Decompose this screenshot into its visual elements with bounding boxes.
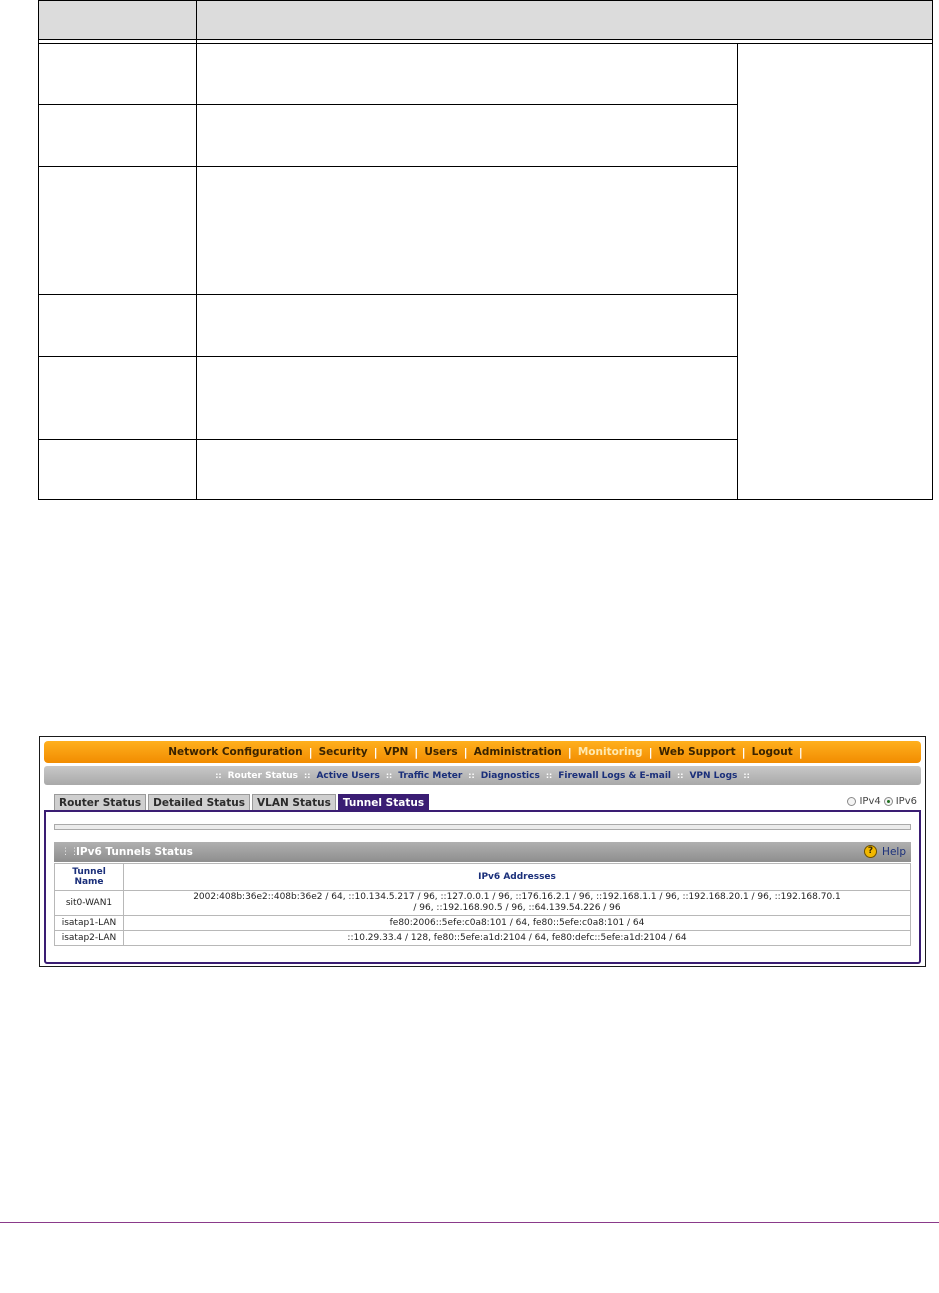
section-header: [54, 842, 911, 862]
status-tabs: [54, 794, 429, 811]
tunnel-name-cell: isatap1-LAN: [55, 916, 124, 931]
table-row: [55, 891, 911, 916]
column-header-tunnel-name: Tunnel Name: [55, 864, 124, 891]
help-link[interactable]: Help: [882, 846, 906, 858]
tab-vlan-status[interactable]: VLAN Status: [252, 794, 336, 810]
ipv6-addresses-cell: [124, 891, 911, 916]
ip-version-selector: [847, 796, 917, 807]
nav-item-users[interactable]: Users: [424, 746, 458, 758]
nav-separator: |: [648, 745, 653, 759]
tab-detailed-status[interactable]: Detailed Status: [148, 794, 250, 810]
nav-separator: |: [414, 745, 419, 759]
row-divider: [39, 166, 737, 167]
table-row: [55, 931, 911, 946]
nav-item-logout[interactable]: Logout: [751, 746, 793, 758]
footer-rule: [0, 1222, 939, 1223]
subnav-item-traffic-meter[interactable]: Traffic Meter: [398, 770, 463, 781]
column-divider: [737, 43, 738, 499]
nav-item-administration[interactable]: Administration: [473, 746, 562, 758]
status-progress-bar: [54, 824, 911, 830]
nav-separator: |: [308, 745, 313, 759]
row-divider: [39, 356, 737, 357]
subnav-separator: ::: [468, 771, 475, 780]
subnav-item-router-status[interactable]: Router Status: [227, 770, 299, 781]
nav-item-security[interactable]: Security: [318, 746, 368, 758]
ipv6-radio[interactable]: [884, 797, 893, 806]
subnav-separator: ::: [304, 771, 311, 780]
row-divider: [39, 294, 737, 295]
table-row: [55, 916, 911, 931]
address-line: 2002:408b:36e2::408b:36e2 / 64, ::10.134.5.217 / 96, ::127.0.0.1 / 96, ::176.16.2.1 / 96, ::192.168.1.1 / 96, ::192.168.20.1 / 96, ::192.168.70.1: [193, 892, 841, 902]
router-ui-screenshot: [39, 736, 926, 967]
subnav-separator: ::: [215, 771, 222, 780]
ipv6-addresses-cell: fe80:2006::5efe:c0a8:101 / 64, fe80::5efe:c0a8:101 / 64: [124, 916, 911, 931]
document-table: [38, 0, 933, 500]
subnav-item-firewall-logs-e-mail[interactable]: Firewall Logs & E-mail: [558, 770, 672, 781]
nav-separator: |: [798, 745, 803, 759]
sub-navigation: [44, 766, 921, 785]
nav-separator: |: [567, 745, 572, 759]
nav-separator: |: [373, 745, 378, 759]
top-navigation: [44, 741, 921, 763]
nav-item-monitoring[interactable]: Monitoring: [577, 746, 643, 758]
subnav-separator: ::: [385, 771, 393, 780]
document-table-header: [39, 1, 932, 40]
ipv4-radio[interactable]: [847, 797, 856, 806]
tunnels-table: [54, 863, 911, 946]
subnav-item-active-users[interactable]: Active Users: [316, 770, 380, 781]
row-divider: [39, 104, 737, 105]
subnav-item-vpn-logs[interactable]: VPN Logs: [689, 770, 738, 781]
tab-content-panel: [44, 810, 921, 964]
subnav-separator: ::: [677, 771, 684, 780]
address-line: / 96, ::192.168.90.5 / 96, ::64.139.54.226 / 96: [413, 903, 621, 913]
nav-separator: |: [741, 745, 746, 759]
grip-icon: ⋮⋮: [61, 847, 79, 857]
ipv6-label: IPv6: [895, 796, 917, 807]
nav-separator: |: [463, 745, 468, 759]
nav-item-vpn[interactable]: VPN: [383, 746, 409, 758]
ipv4-label: IPv4: [859, 796, 881, 807]
tab-tunnel-status[interactable]: Tunnel Status: [338, 794, 429, 810]
tunnel-name-cell: isatap2-LAN: [55, 931, 124, 946]
ipv6-addresses-cell: ::10.29.33.4 / 128, fe80::5efe:a1d:2104 / 64, fe80:defc::5efe:a1d:2104 / 64: [124, 931, 911, 946]
nav-item-web-support[interactable]: Web Support: [658, 746, 736, 758]
row-divider: [39, 439, 737, 440]
nav-item-network-configuration[interactable]: Network Configuration: [168, 746, 303, 758]
tab-router-status[interactable]: Router Status: [54, 794, 146, 810]
column-header-ipv6-addresses: IPv6 Addresses: [124, 864, 911, 891]
help-icon[interactable]: ?: [864, 845, 877, 858]
section-title: IPv6 Tunnels Status: [76, 846, 193, 858]
column-divider: [196, 1, 197, 499]
subnav-separator: ::: [545, 771, 553, 780]
subnav-separator: ::: [743, 771, 750, 780]
subnav-item-diagnostics[interactable]: Diagnostics: [480, 770, 540, 781]
tunnel-name-cell: sit0-WAN1: [55, 891, 124, 916]
